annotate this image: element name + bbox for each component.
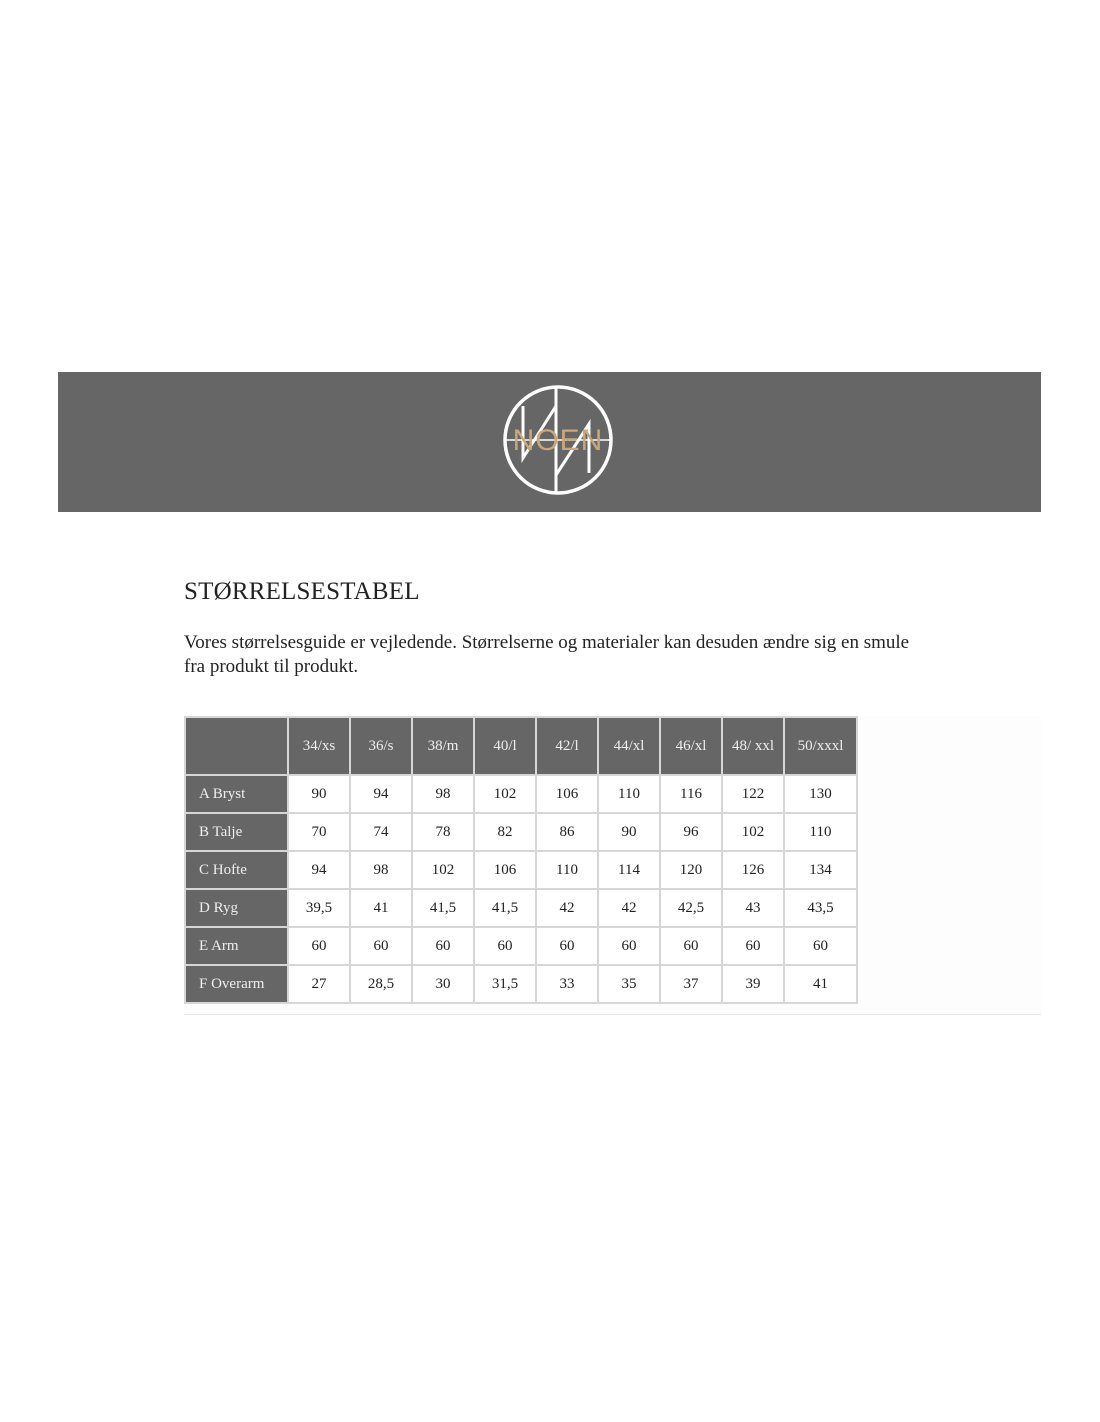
table-cell: 106 bbox=[474, 851, 536, 889]
table-cell: 78 bbox=[412, 813, 474, 851]
table-cell: 74 bbox=[350, 813, 412, 851]
table-row bbox=[185, 813, 857, 851]
table-cell: 102 bbox=[412, 851, 474, 889]
row-label: F Overarm bbox=[185, 965, 288, 1003]
col-header: 48/ xxl bbox=[722, 717, 784, 775]
table-cell: 110 bbox=[536, 851, 598, 889]
table-cell: 110 bbox=[784, 813, 857, 851]
col-header: 38/m bbox=[412, 717, 474, 775]
table-cell: 43 bbox=[722, 889, 784, 927]
row-label: E Arm bbox=[185, 927, 288, 965]
table-cell: 30 bbox=[412, 965, 474, 1003]
table-cell: 96 bbox=[660, 813, 722, 851]
table-cell: 86 bbox=[536, 813, 598, 851]
table-cell: 33 bbox=[536, 965, 598, 1003]
table-cell: 42,5 bbox=[660, 889, 722, 927]
table-cell: 42 bbox=[598, 889, 660, 927]
row-label: B Talje bbox=[185, 813, 288, 851]
table-cell: 120 bbox=[660, 851, 722, 889]
col-header: 42/l bbox=[536, 717, 598, 775]
table-row bbox=[185, 775, 857, 813]
table-cell: 60 bbox=[722, 927, 784, 965]
table-cell: 37 bbox=[660, 965, 722, 1003]
table-row bbox=[185, 965, 857, 1003]
table-cell: 27 bbox=[288, 965, 350, 1003]
table-row bbox=[185, 927, 857, 965]
col-header: 34/xs bbox=[288, 717, 350, 775]
logo-text: NOEN bbox=[512, 424, 604, 457]
row-label: C Hofte bbox=[185, 851, 288, 889]
header-row bbox=[185, 717, 857, 775]
table-cell: 41,5 bbox=[412, 889, 474, 927]
table-cell: 94 bbox=[350, 775, 412, 813]
table-cell: 70 bbox=[288, 813, 350, 851]
noen-logo bbox=[499, 380, 617, 498]
table-cell: 134 bbox=[784, 851, 857, 889]
table-cell: 102 bbox=[474, 775, 536, 813]
col-header: 44/xl bbox=[598, 717, 660, 775]
table-cell: 60 bbox=[660, 927, 722, 965]
table-cell: 82 bbox=[474, 813, 536, 851]
table-cell: 102 bbox=[722, 813, 784, 851]
table-cell: 114 bbox=[598, 851, 660, 889]
table-cell: 60 bbox=[536, 927, 598, 965]
table-row bbox=[185, 851, 857, 889]
table-cell: 90 bbox=[598, 813, 660, 851]
table-cell: 60 bbox=[288, 927, 350, 965]
table-cell: 31,5 bbox=[474, 965, 536, 1003]
row-label: D Ryg bbox=[185, 889, 288, 927]
table-row bbox=[185, 889, 857, 927]
header-banner bbox=[58, 372, 1041, 512]
table-cell: 94 bbox=[288, 851, 350, 889]
size-table bbox=[184, 716, 858, 1004]
col-header: 50/xxxl bbox=[784, 717, 857, 775]
table-cell: 41 bbox=[784, 965, 857, 1003]
table-cell: 116 bbox=[660, 775, 722, 813]
page-title: STØRRELSESTABEL bbox=[184, 578, 420, 605]
table-cell: 126 bbox=[722, 851, 784, 889]
table-cell: 42 bbox=[536, 889, 598, 927]
table-cell: 90 bbox=[288, 775, 350, 813]
table-cell: 39,5 bbox=[288, 889, 350, 927]
table-cell: 60 bbox=[784, 927, 857, 965]
table-cell: 35 bbox=[598, 965, 660, 1003]
table-cell: 110 bbox=[598, 775, 660, 813]
corner-cell bbox=[185, 717, 288, 775]
table-cell: 60 bbox=[598, 927, 660, 965]
table-cell: 60 bbox=[474, 927, 536, 965]
intro-text: Vores størrelsesguide er vejledende. Størrelserne og materialer kan desuden ændre sig en smule fra produkt til produkt. bbox=[184, 632, 910, 677]
table-cell: 28,5 bbox=[350, 965, 412, 1003]
table-cell: 122 bbox=[722, 775, 784, 813]
table-cell: 43,5 bbox=[784, 889, 857, 927]
table-cell: 106 bbox=[536, 775, 598, 813]
col-header: 46/xl bbox=[660, 717, 722, 775]
table-cell: 60 bbox=[412, 927, 474, 965]
col-header: 40/l bbox=[474, 717, 536, 775]
table-cell: 41,5 bbox=[474, 889, 536, 927]
table-cell: 98 bbox=[412, 775, 474, 813]
table-cell: 60 bbox=[350, 927, 412, 965]
row-label: A Bryst bbox=[185, 775, 288, 813]
table-cell: 98 bbox=[350, 851, 412, 889]
table-cell: 39 bbox=[722, 965, 784, 1003]
table-cell: 41 bbox=[350, 889, 412, 927]
table-cell: 130 bbox=[784, 775, 857, 813]
col-header: 36/s bbox=[350, 717, 412, 775]
